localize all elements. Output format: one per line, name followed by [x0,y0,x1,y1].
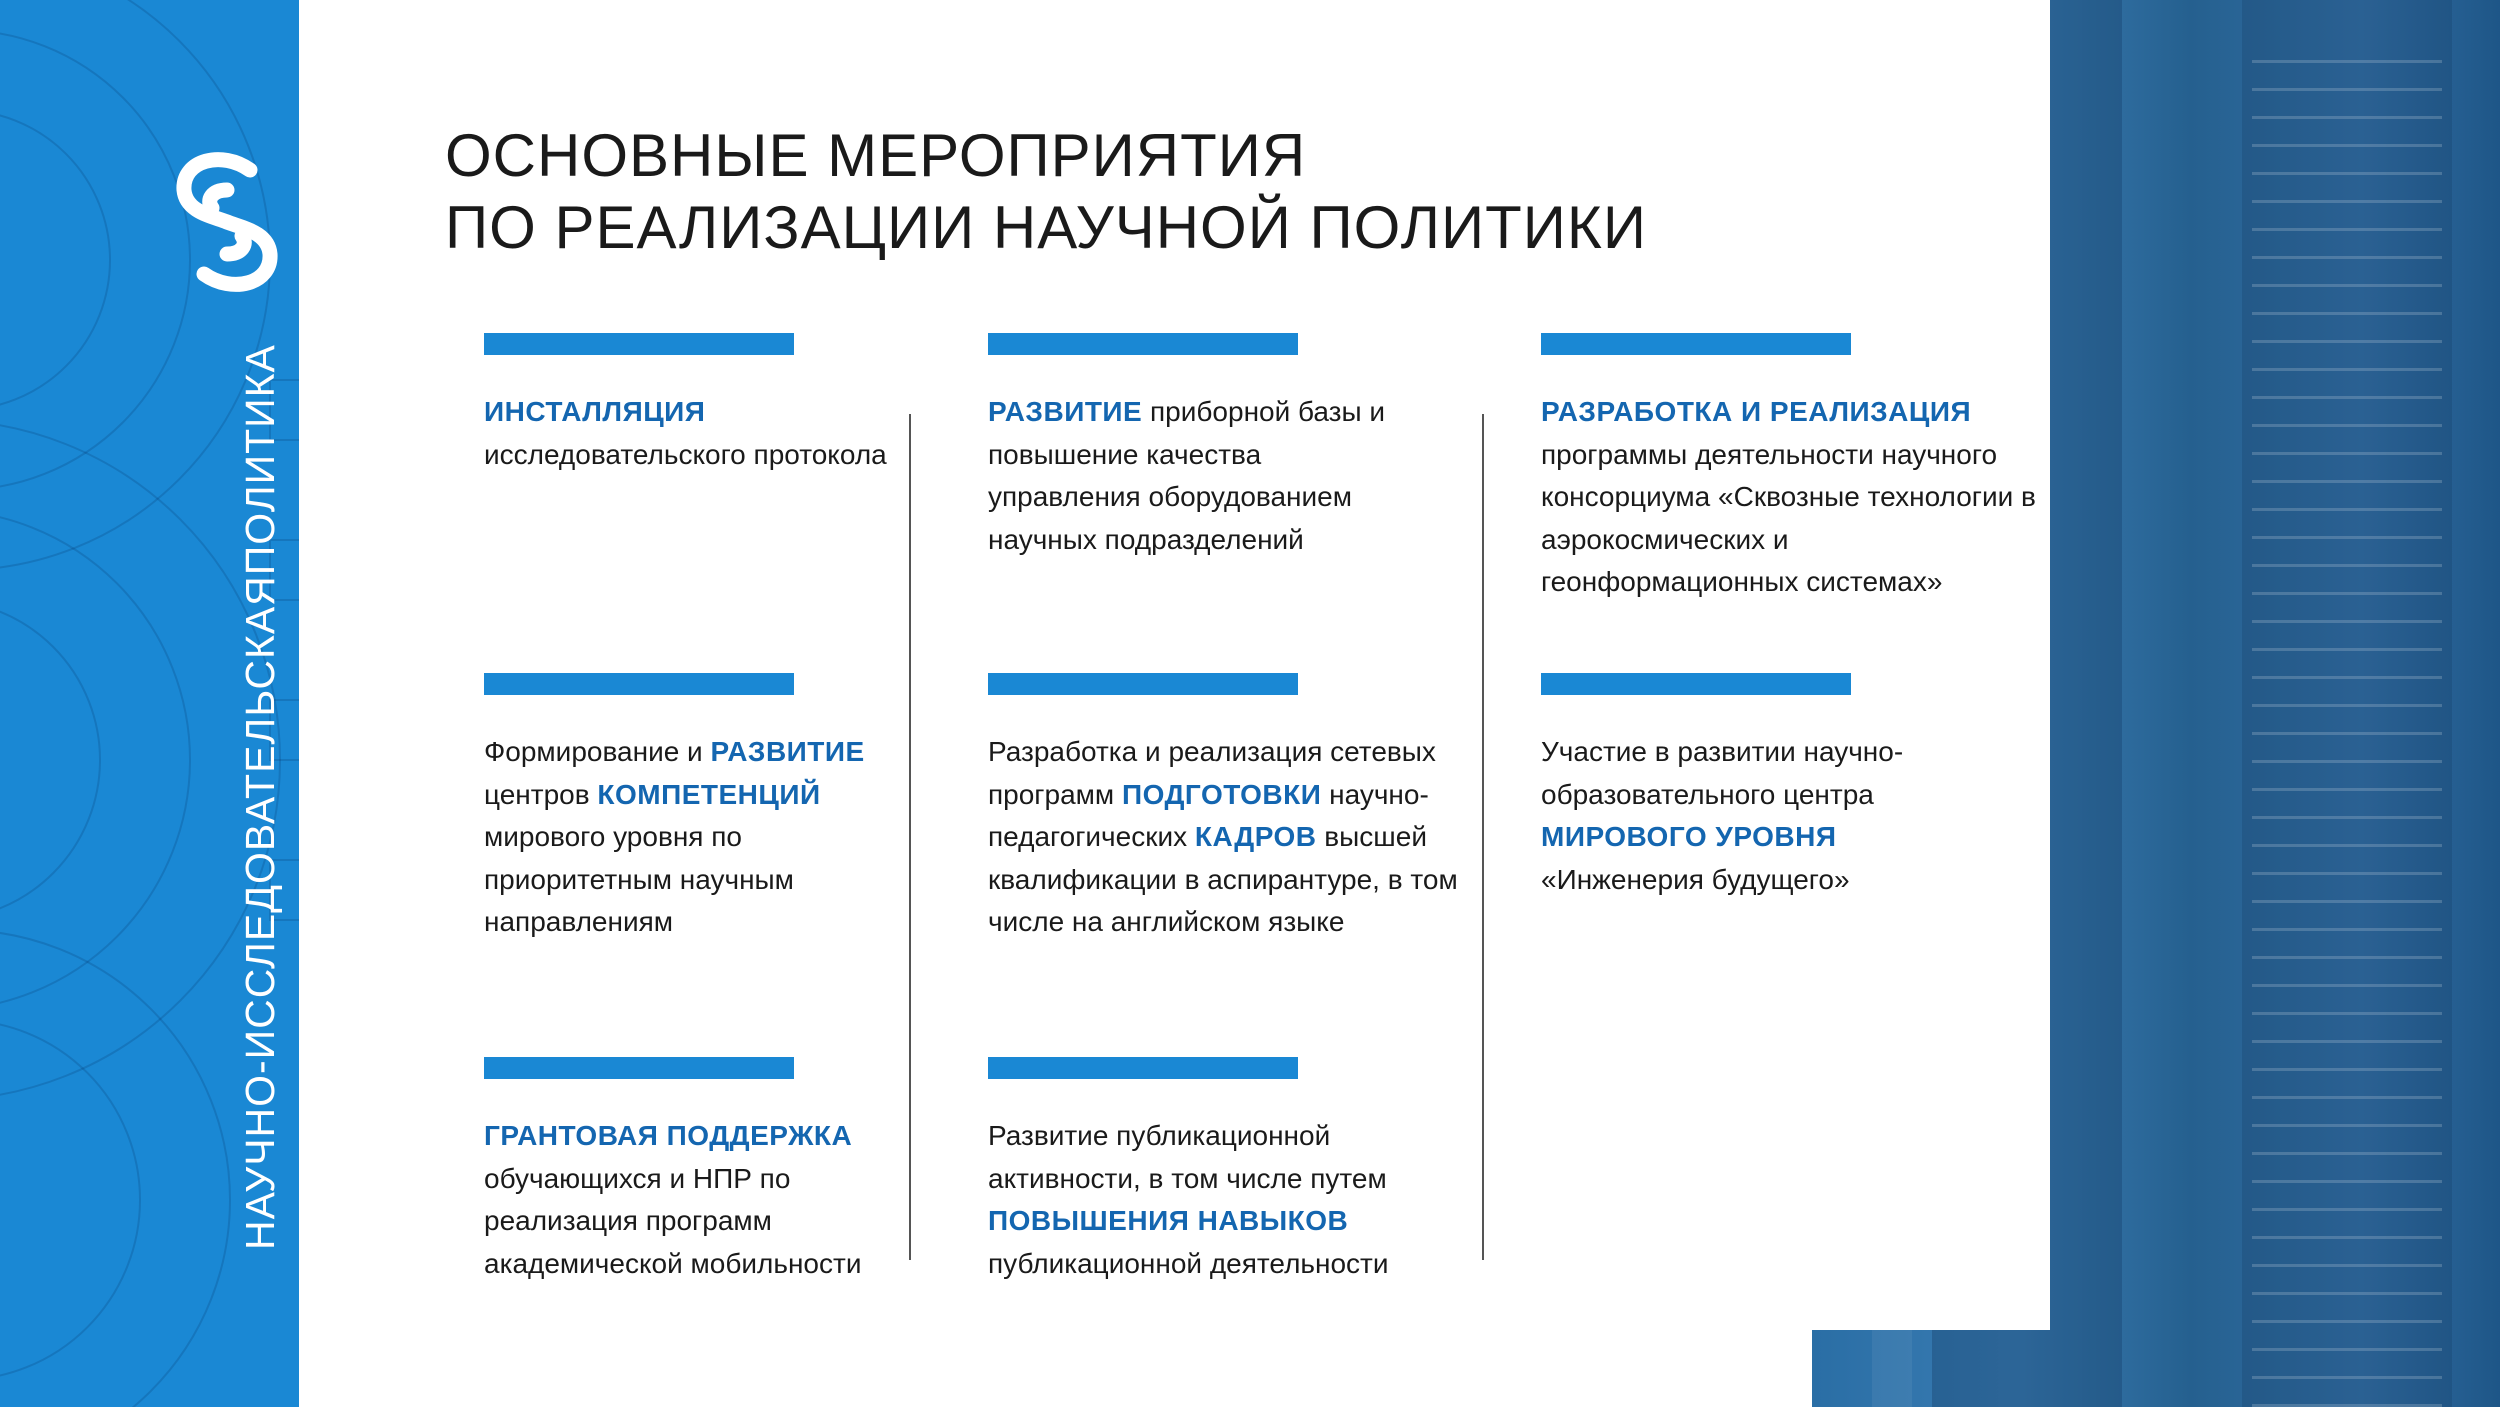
highlight-text: ПОВЫШЕНИЯ НАВЫКОВ [988,1205,1349,1236]
rack-slot-line [2252,816,2442,819]
rack-slot-line [2252,340,2442,343]
rack-slot-line [2252,88,2442,91]
rack-slot-line [2252,1264,2442,1267]
rack-slot-line [2252,256,2442,259]
rack-slot-line [2252,648,2442,651]
plain-text: мирового уровня по приоритетным научным направлениям [484,821,794,937]
plain-text: научно-педагогических [988,778,1429,852]
plain-text: центров [484,778,598,810]
rack-slot-line [2252,592,2442,595]
highlight-text: ИНСТАЛЛЯЦИЯ [484,396,706,427]
accent-bar [1541,673,1851,695]
item-text [484,391,904,476]
rack-slot-line [2252,1040,2442,1043]
item-text [484,731,904,944]
plain-text: программы деятельности научного консорциума «Сквозные технологии в аэрокосмических и геонформационных системах» [1541,438,2036,597]
highlight-text: РАЗРАБОТКА И РЕАЛИЗАЦИЯ [1541,396,1972,427]
rack-slot-line [2252,312,2442,315]
rack-slot-line [2252,956,2442,959]
highlight-text: ПОДГОТОВКИ [1121,778,1322,810]
sidebar-band [0,0,299,1407]
highlight-text: РАЗВИТИЕ [988,396,1143,427]
rack-slot-line [2252,1068,2442,1071]
highlight-text: РАЗВИТИЕ [710,736,865,767]
highlight-text: КАДРОВ [1194,821,1317,852]
item-competence [484,673,904,944]
item-consortium [1541,333,2041,604]
plain-text: высшей квалификации в аспирантуре, в том числе на английском языке [988,821,1458,937]
accent-bar [988,1057,1298,1079]
item-text [1541,391,2041,604]
plain-text: публикационной деятельности [988,1247,1389,1279]
column-divider [909,414,911,1260]
rack-slot-line [2252,368,2442,371]
item-text [988,1115,1408,1285]
plain-text: обучающихся и НПР по реализация программ академической мобильности [484,1162,862,1279]
accent-bar [484,1057,794,1079]
plain-text: «Инженерия будущего» [1541,863,1850,895]
rack-slot-line [2252,452,2442,455]
rack-slot-line [2252,116,2442,119]
rack-slot-line [2252,928,2442,931]
rack-slot-line [2252,1180,2442,1183]
rack-slot-line [2252,1348,2442,1351]
item-text [988,391,1408,561]
item-grant [484,1057,884,1285]
plain-text: Развитие публикационной активности, в том числе путем [988,1120,1387,1194]
item-text [1541,731,1921,901]
rack-slot-line [2252,1152,2442,1155]
rack-slot-line [2252,200,2442,203]
vertical-section-title: НАУЧНО-ИССЛЕДОВАТЕЛЬСКАЯПОЛИТИКА [237,344,283,1250]
rack-slot-line [2252,172,2442,175]
item-publication [988,1057,1408,1285]
rack-slot-line [2252,1208,2442,1211]
rack-slot-line [2252,620,2442,623]
rack-slot-line [2252,480,2442,483]
rack-slot-line [2252,1124,2442,1127]
rack-slot-line [2252,564,2442,567]
rack-slot-line [2252,536,2442,539]
highlight-text: МИРОВОГО УРОВНЯ [1541,821,1837,852]
rack-slot-line [2252,900,2442,903]
column-divider [1482,414,1484,1260]
item-installation [484,333,904,476]
page-title-line-2: ПО РЕАЛИЗАЦИИ НАУЧНОЙ ПОЛИТИКИ [445,194,1647,261]
item-text [484,1115,884,1285]
rack-slot-line [2252,60,2442,63]
item-text [988,731,1458,944]
rack-slot-line [2252,760,2442,763]
plain-text: Участие в развитии научно-образовательного центра [1541,736,1904,810]
rack-slot-line [2252,508,2442,511]
rack-slot-line [2252,228,2442,231]
rack-slot-line [2252,284,2442,287]
rack-slot-line [2252,144,2442,147]
rack-slot-line [2252,732,2442,735]
highlight-text: КОМПЕТЕНЦИЙ [597,778,821,810]
rack-slot-line [2252,676,2442,679]
rack-slot-line [2252,844,2442,847]
item-world-center [1541,673,1921,901]
rack-slot-line [2252,872,2442,875]
plain-text: Разработка и реализация сетевых программ [988,736,1436,810]
rack-slot-line [2252,788,2442,791]
rack-slot-line [2252,1012,2442,1015]
plain-text: приборной базы и повышение качества управления оборудованием научных подразделений [988,396,1386,555]
rack-slot-line [2252,396,2442,399]
accent-bar [988,673,1298,695]
rack-slot-line [2252,1320,2442,1323]
rack-slot-line [2252,1292,2442,1295]
accent-bar [988,333,1298,355]
s-logo-icon [172,150,282,294]
page-title-line-1: ОСНОВНЫЕ МЕРОПРИЯТИЯ [445,122,1307,189]
rack-slot-line [2252,984,2442,987]
rack-slot-line [2252,1236,2442,1239]
rack-slot-line [2252,1376,2442,1379]
item-network [988,673,1458,944]
rack-slot-line [2252,704,2442,707]
plain-text: Формирование и [484,736,711,767]
page-title [445,120,1805,264]
accent-bar [484,673,794,695]
accent-bar [1541,333,1851,355]
highlight-text: ГРАНТОВАЯ ПОДДЕРЖКА [484,1120,853,1151]
plain-text: исследовательского протокола [484,438,887,470]
accent-bar [484,333,794,355]
rack-slot-line [2252,424,2442,427]
item-equipment [988,333,1408,561]
rack-slot-line [2252,1096,2442,1099]
